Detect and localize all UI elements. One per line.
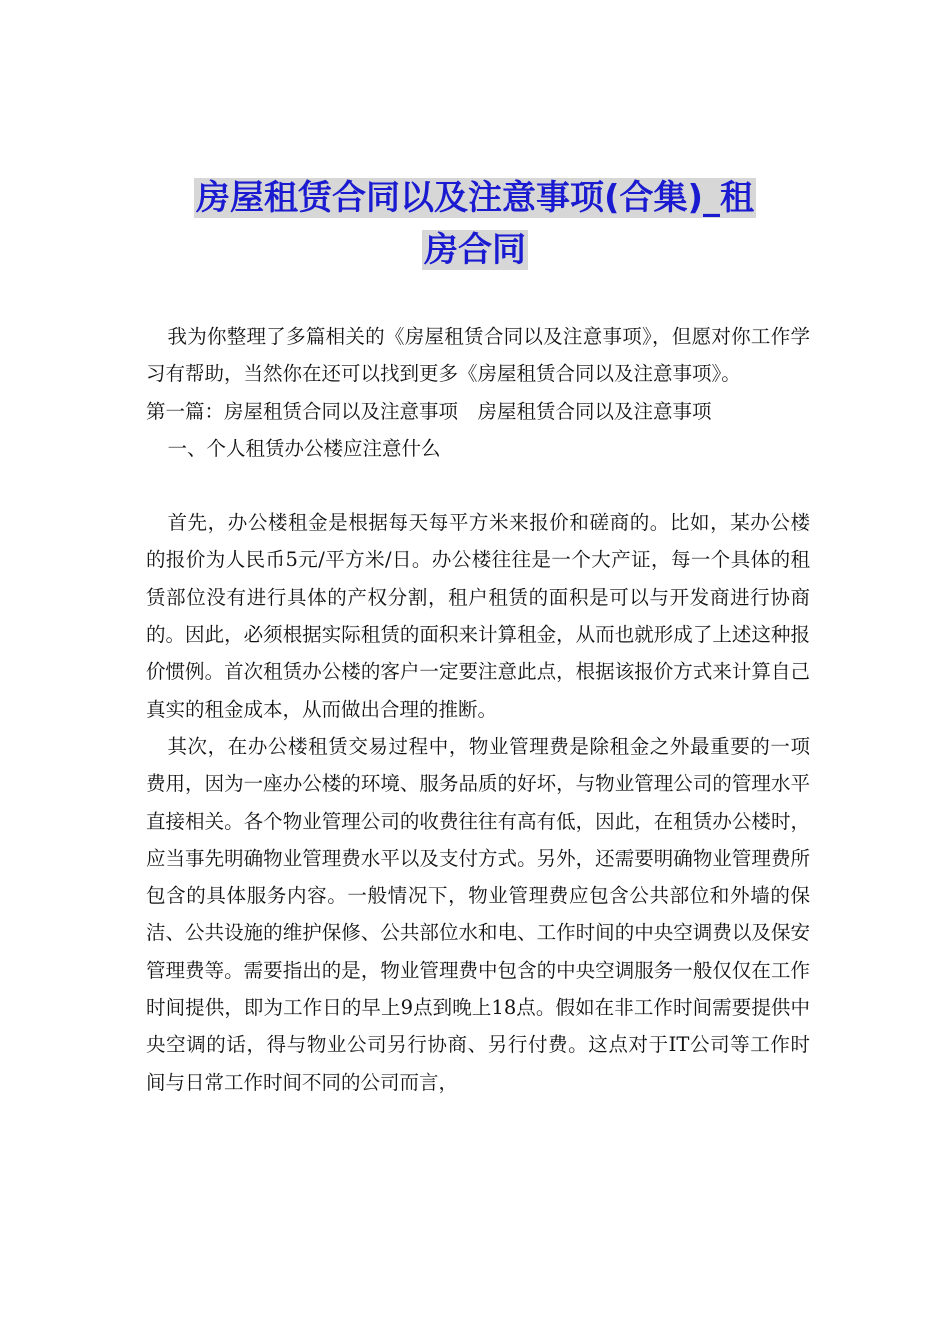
paragraph-spacer — [146, 467, 810, 504]
body-paragraph-1: 首先，办公楼租金是根据每天每平方米来报价和磋商的。比如，某办公楼的报价为人民币5元/平方米/日。办公楼往往是一个大产证，每一个具体的租赁部位没有进行具体的产权分割，租户租赁的面积是可以与开发商进行协商的。因此，必须根据实际租赁的面积来计算租金，从而也就形成了上述这种报价惯例。首次租赁办公楼的客户一定要注意此点，根据该报价方式来计算自己真实的租金成本，从而做出合理的推断。 — [146, 511, 810, 721]
document-title — [150, 172, 800, 276]
section-heading: 一、个人租赁办公楼应注意什么 — [167, 436, 441, 460]
title-line-1: 房屋租赁合同以及注意事项(合集)_租 — [195, 178, 755, 218]
intro-paragraph: 我为你整理了多篇相关的《房屋租赁合同以及注意事项》，但愿对你工作学习有帮助，当然你在还可以找到更多《房屋租赁合同以及注意事项》。 — [146, 325, 810, 386]
title-line-2: 房合同 — [424, 230, 526, 270]
body-paragraph-2: 其次，在办公楼租赁交易过程中，物业管理费是除租金之外最重要的一项费用，因为一座办公楼的环境、服务品质的好坏，与物业管理公司的管理水平直接相关。各个物业管理公司的收费往往有高有低，因此，在租赁办公楼时，应当事先明确物业管理费水平以及支付方式。另外，还需要明确物业管理费所包含的具体服务内容。一般情况下，物业管理费应包含公共部位和外墙的保洁、公共设施的维护保修、公共部位水和电、工作时间的中央空调费以及保安管理费等。需要指出的是，物业管理费中包含的中央空调服务一般仅仅在工作时间提供，即为工作日的早上9点到晚上18点。假如在非工作时间需要提供中央空调的话，得与物业公司另行协商、另行付费。这点对于IT公司等工作时间与日常工作时间不同的公司而言， — [146, 734, 810, 1094]
document-body — [146, 318, 810, 1101]
chapter-heading: 第一篇：房屋租赁合同以及注意事项 房屋租赁合同以及注意事项 — [146, 399, 712, 423]
